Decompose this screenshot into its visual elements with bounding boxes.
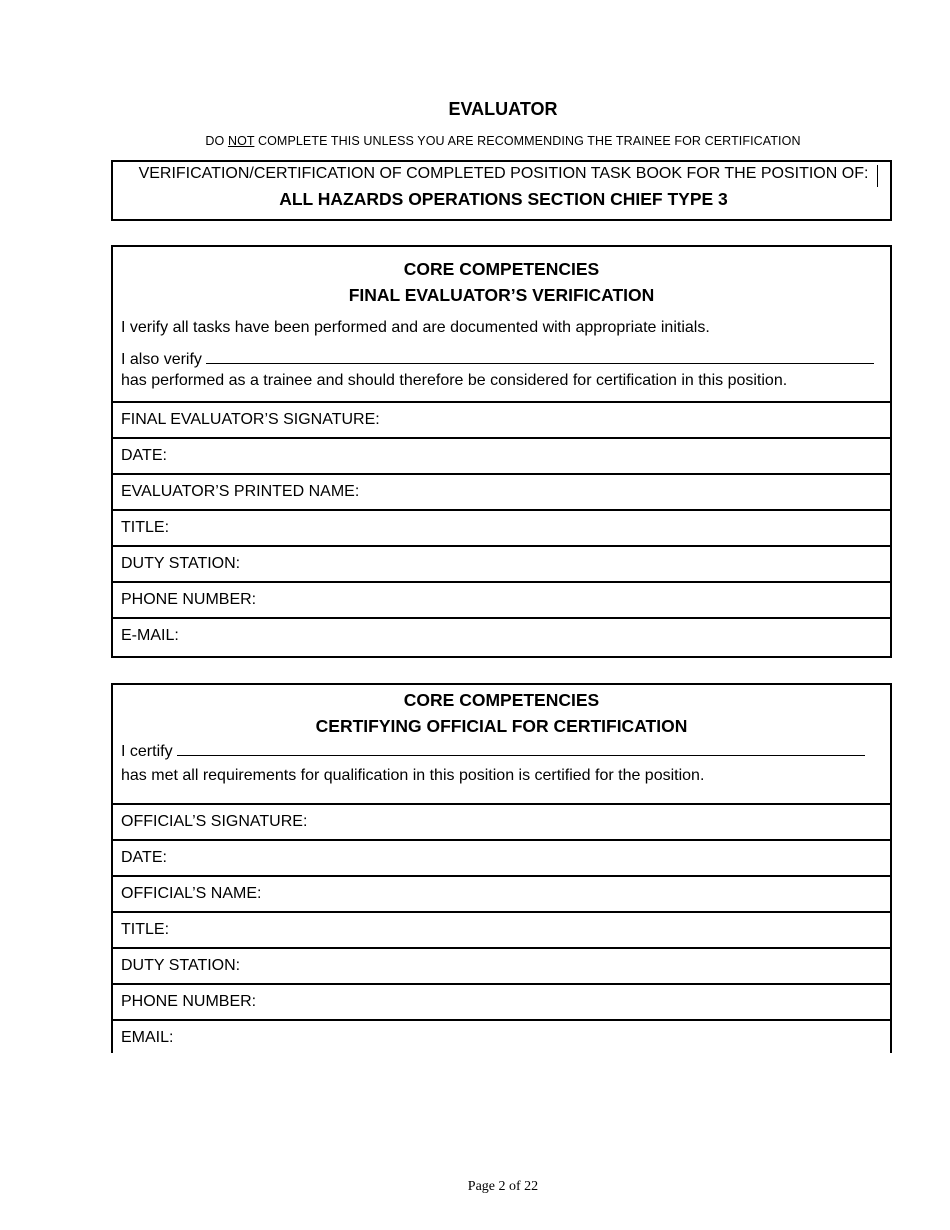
instruction-post: COMPLETE THIS UNLESS YOU ARE RECOMMENDING THE TRAINEE FOR CERTIFICATION	[254, 134, 801, 148]
evaluator-duty-station-field[interactable]: DUTY STATION:	[113, 545, 890, 581]
official-date-field[interactable]: DATE:	[113, 839, 890, 875]
instruction-pre: DO	[205, 134, 228, 148]
evaluator-email-field[interactable]: E-MAIL:	[113, 617, 890, 653]
evaluator-printed-name-field[interactable]: EVALUATOR’S PRINTED NAME:	[113, 473, 890, 509]
also-verify-line	[113, 349, 890, 370]
evaluator-phone-field[interactable]: PHONE NUMBER:	[113, 581, 890, 617]
also-verify-prefix: I also verify	[121, 351, 202, 368]
page-heading: EVALUATOR	[448, 99, 558, 119]
evaluator-section-title-1: CORE COMPETENCIES	[403, 259, 600, 279]
official-email-field[interactable]: EMAIL:	[113, 1019, 890, 1055]
certify-prefix: I certify	[121, 743, 173, 760]
trainee-name-blank[interactable]	[206, 349, 874, 364]
position-box	[111, 160, 892, 221]
instruction-text	[0, 134, 950, 148]
evaluator-date-field[interactable]: DATE:	[113, 437, 890, 473]
official-duty-station-field[interactable]: DUTY STATION:	[113, 947, 890, 983]
instruction-emphasis: NOT	[227, 134, 255, 148]
official-title-field[interactable]: TITLE:	[113, 911, 890, 947]
text-cursor-mark	[877, 165, 878, 187]
official-phone-field[interactable]: PHONE NUMBER:	[113, 983, 890, 1019]
evaluator-verification-box	[111, 245, 892, 658]
evaluator-section-title-2: FINAL EVALUATOR’S VERIFICATION	[348, 285, 655, 305]
position-label: VERIFICATION/CERTIFICATION OF COMPLETED POSITION TASK BOOK FOR THE POSITION OF:	[138, 165, 869, 182]
also-verify-suffix: has performed as a trainee and should therefore be considered for certification in this position.	[121, 372, 788, 389]
certify-suffix: has met all requirements for qualification in this position is certified for the position.	[121, 767, 705, 784]
official-name-field[interactable]: OFFICIAL’S NAME:	[113, 875, 890, 911]
evaluator-title-field[interactable]: TITLE:	[113, 509, 890, 545]
official-signature-field[interactable]: OFFICIAL’S SIGNATURE:	[113, 803, 890, 839]
evaluator-signature-field[interactable]: FINAL EVALUATOR’S SIGNATURE:	[113, 401, 890, 437]
certifying-official-box	[111, 683, 892, 1053]
certified-name-blank[interactable]	[177, 741, 865, 756]
position-name: ALL HAZARDS OPERATIONS SECTION CHIEF TYPE 3	[279, 189, 728, 209]
official-section-title-2: CERTIFYING OFFICIAL FOR CERTIFICATION	[315, 716, 688, 736]
certify-line	[113, 739, 890, 765]
verify-statement: I verify all tasks have been performed and are documented with appropriate initials.	[121, 319, 710, 336]
official-section-title-1: CORE COMPETENCIES	[403, 690, 600, 710]
page-number: Page 2 of 22	[467, 1179, 539, 1194]
